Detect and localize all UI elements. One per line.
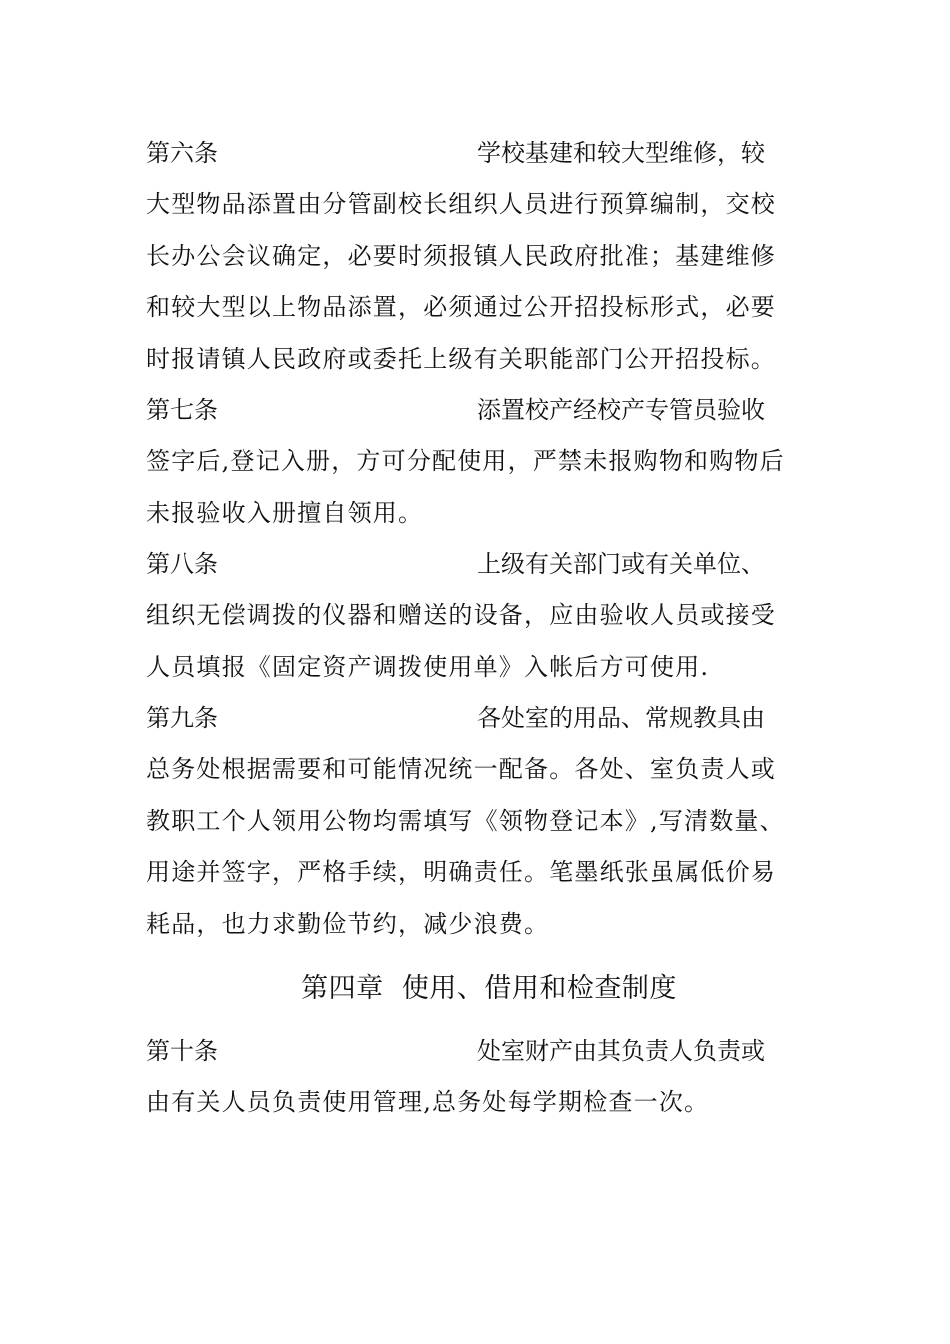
article-line: 用途并签字，严格手续，明确责任。笔墨纸张虽属低价易	[146, 858, 776, 886]
article-line: 耗品，也力求勤俭节约，减少浪费。	[146, 909, 550, 938]
article-line: 签字后,登记入册，方可分配使用，严禁未报购物和购物后	[146, 447, 785, 475]
article-first-line: 学校基建和较大型维修，较	[477, 139, 765, 167]
article-line: 时报请镇人民政府或委托上级有关职能部门公开招投标。	[146, 344, 776, 373]
article-heading	[146, 128, 806, 179]
article-label: 第九条	[146, 704, 218, 732]
article-heading	[146, 693, 806, 744]
article-first-line: 添置校产经校产专管员验收	[477, 396, 765, 424]
chapter-title: 第四章 使用、借用和检查制度	[301, 973, 677, 1004]
article-line: 组织无偿调拨的仪器和赠送的设备，应由验收人员或接受	[146, 601, 776, 629]
article-first-line: 上级有关部门或有关单位、	[477, 550, 765, 578]
article-body	[146, 744, 806, 950]
article-label: 第八条	[146, 550, 218, 578]
article-body	[146, 179, 806, 385]
article-line: 总务处根据需要和可能情况统一配备。各处、室负责人或	[146, 755, 776, 783]
article-first-line: 处室财产由其负责人负责或	[477, 1037, 765, 1065]
article-9	[146, 693, 806, 950]
article-body	[146, 1077, 806, 1129]
article-first-line: 各处室的用品、常规教具由	[477, 704, 765, 732]
article-line: 未报验收入册擅自领用。	[146, 498, 424, 527]
article-label: 第十条	[146, 1037, 218, 1065]
article-heading	[146, 539, 806, 590]
article-line: 大型物品添置由分管副校长组织人员进行预算编制，交校	[146, 190, 776, 218]
article-line: 由有关人员负责使用管理,总务处每学期检查一次。	[146, 1088, 710, 1116]
article-line: 教职工个人领用公物均需填写《领物登记本》,写清数量、	[146, 806, 785, 835]
document-content	[146, 128, 806, 1129]
article-line: 长办公会议确定，必要时须报镇人民政府批准；基建维修	[146, 241, 776, 270]
article-body	[146, 436, 806, 539]
article-label: 第七条	[146, 396, 218, 424]
article-heading	[146, 1026, 806, 1077]
article-label: 第六条	[146, 139, 218, 167]
article-heading	[146, 385, 806, 436]
article-6	[146, 128, 806, 385]
article-7	[146, 385, 806, 539]
article-body	[146, 590, 806, 693]
article-line: 和较大型以上物品添置，必须通过公开招投标形式，必要	[146, 293, 776, 321]
article-8	[146, 539, 806, 693]
article-10	[146, 1026, 806, 1129]
article-line: 人员填报《固定资产调拨使用单》入帐后方可使用.	[146, 652, 710, 681]
